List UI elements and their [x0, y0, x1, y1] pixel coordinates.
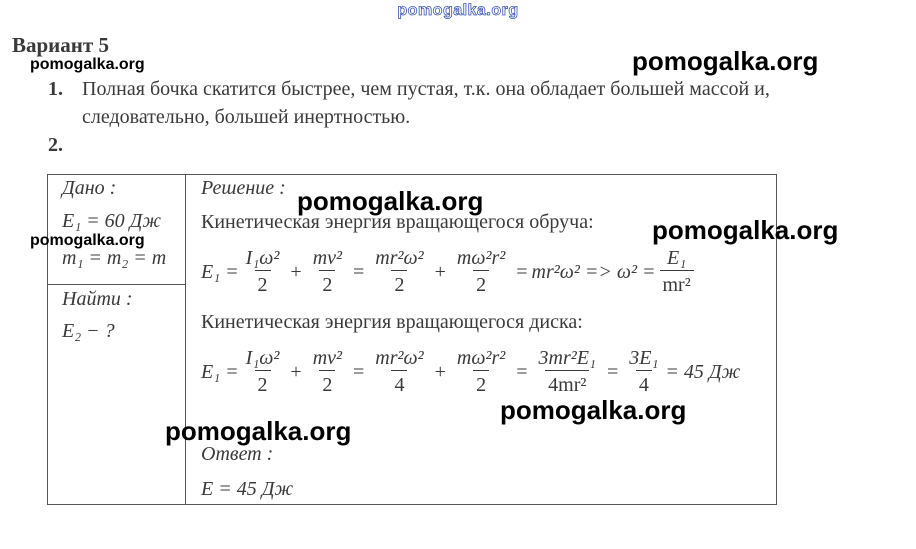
formula-1-term-5	[660, 246, 694, 299]
formula-1-term-4-numerator: mω²r²	[456, 246, 506, 269]
formula-2-tail: = 45 Дж	[665, 360, 741, 383]
watermark-4: pomogalka.org	[30, 232, 145, 249]
formula-2-term-5	[536, 346, 599, 399]
formula-2-term-6	[626, 346, 661, 399]
formula-1-term-3-numerator: mr²ω²	[375, 246, 424, 269]
formula-2-term-6-numerator: 3E₁	[629, 346, 659, 369]
formula-2-term-2-denominator: 2	[319, 370, 335, 399]
variant-title: Вариант 5	[12, 33, 109, 57]
formula-2-equals-1: =	[353, 360, 365, 383]
watermark-7: pomogalka.org	[165, 416, 352, 446]
formula-2-term-5-numerator: 3mr²E₁	[538, 346, 596, 369]
formula-2-term-4	[454, 346, 508, 399]
formula-1-term-1-denominator: 2	[255, 270, 271, 299]
answer-2-number: 2.	[48, 134, 63, 156]
formula-1-term-1	[243, 246, 283, 299]
formula-2-plus-1: +	[290, 360, 302, 383]
formula-2-term-6-denominator: 4	[636, 370, 652, 399]
table-divider-vertical	[185, 174, 186, 504]
hoop-energy-text: Кинетическая энергия вращающегося обруча:	[201, 211, 594, 233]
formula-1-plus-2: +	[434, 260, 446, 283]
formula-2-term-1-denominator: 2	[255, 370, 271, 399]
formula-1-term-3	[372, 246, 426, 299]
formula-1-term-1-numerator: I₁ω²	[245, 246, 280, 269]
given-energy: E₁ = 60 Дж	[62, 210, 161, 232]
formula-1-term-2	[310, 246, 345, 299]
formula-2-equals-2: =	[516, 360, 528, 383]
watermark-5: pomogalka.org	[652, 215, 839, 245]
formula-2-term-3-numerator: mr²ω²	[375, 346, 424, 369]
watermark-6: pomogalka.org	[500, 395, 687, 425]
answer-1-number: 1.	[48, 78, 63, 100]
solution-label: Решение :	[201, 177, 286, 199]
answer-label: Ответ :	[201, 443, 274, 465]
formula-1-plus-1: +	[290, 260, 302, 283]
formula-2-lhs: E₁ =	[201, 360, 239, 383]
formula-2-term-4-numerator: mω²r²	[456, 346, 506, 369]
formula-1-lhs: E₁ =	[201, 260, 239, 283]
formula-1-term-5-numerator: E₁	[667, 246, 687, 269]
formula-1-term-4-denominator: 2	[473, 270, 489, 299]
answer-value: E = 45 Дж	[201, 478, 294, 500]
formula-1-term-4	[454, 246, 508, 299]
watermark-3: pomogalka.org	[297, 186, 484, 216]
formula-1-term-2-numerator: mv²	[312, 246, 343, 269]
formula-2-term-3-denominator: 4	[391, 370, 407, 399]
table-divider-horizontal	[47, 284, 186, 285]
disk-energy-text: Кинетическая энергия вращающегося диска:	[201, 311, 583, 333]
formula-2-term-2	[310, 346, 345, 399]
formula-2-plus-2: +	[434, 360, 446, 383]
hoop-energy-formula	[201, 244, 698, 300]
formula-2-term-1-numerator: I₁ω²	[245, 346, 280, 369]
formula-2-term-3	[372, 346, 426, 399]
formula-1-equals-2: =	[516, 260, 528, 283]
formula-1-tail: mr²ω² => ω² =	[531, 260, 656, 283]
given-masses: m₁ = m₂ = m	[62, 247, 167, 269]
formula-1-term-2-denominator: 2	[319, 270, 335, 299]
formula-1-equals-1: =	[353, 260, 365, 283]
formula-2-equals-3: =	[606, 360, 619, 383]
find-label: Найти :	[62, 288, 133, 310]
formula-1-term-3-denominator: 2	[391, 270, 407, 299]
watermark-1: pomogalka.org	[30, 56, 145, 73]
answer-1-line-1: Полная бочка скатится быстрее, чем пустая, т.к. она обладает большей массой и,	[82, 78, 770, 100]
formula-2-term-5-denominator: 4mr²	[545, 370, 589, 399]
formula-1-term-5-denominator: mr²	[660, 270, 694, 299]
disk-energy-formula	[201, 344, 740, 400]
formula-2-term-1	[243, 346, 283, 399]
find-value: E₂ − ?	[62, 320, 115, 342]
given-label: Дано :	[62, 177, 117, 199]
watermark-2: pomogalka.org	[632, 46, 819, 76]
watermark-top: pomogalka.org	[397, 2, 519, 19]
formula-2-term-2-numerator: mv²	[312, 346, 343, 369]
formula-2-term-4-denominator: 2	[473, 370, 489, 399]
answer-1-line-2: следовательно, большей инертностью.	[82, 106, 411, 128]
